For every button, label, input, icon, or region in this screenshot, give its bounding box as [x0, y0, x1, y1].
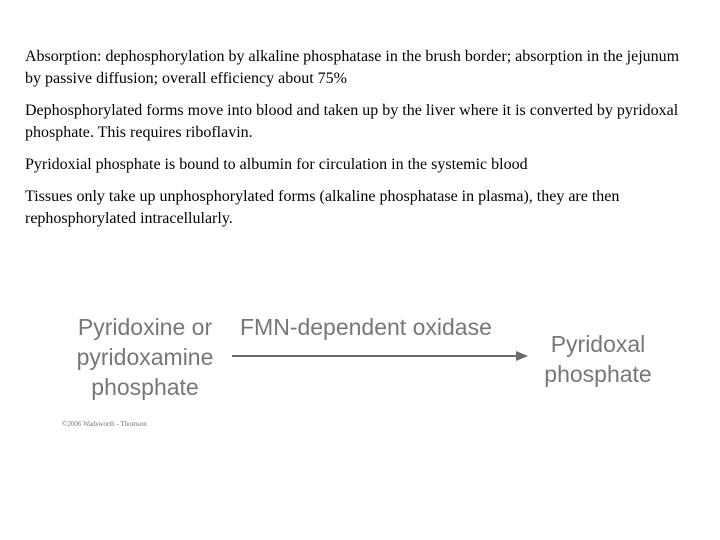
enzyme-label: FMN-dependent oxidase — [240, 314, 492, 340]
liver-conversion-paragraph: Dephosphorylated forms move into blood and taken up by the liver where it is converted by pyridoxal phosphate. This requires riboflavin. — [25, 102, 679, 141]
product-line: phosphate — [544, 361, 652, 387]
arrow-head — [516, 351, 528, 361]
product-label — [528, 329, 668, 389]
slide-text — [25, 46, 695, 240]
substrate-line: phosphate — [91, 374, 199, 400]
substrate-line: pyridoxamine — [76, 344, 214, 370]
reaction-arrow — [230, 349, 530, 363]
product-line: Pyridoxal — [550, 331, 646, 357]
tissue-uptake-paragraph: Tissues only take up unphosphorylated forms (alkaline phosphatase in plasma), they are then rephosphorylated intracellularly. — [25, 188, 620, 227]
substrate-line: Pyridoxine or — [77, 314, 213, 340]
reaction-diagram — [60, 312, 680, 432]
substrate-label — [60, 312, 230, 402]
copyright-credit: ©2006 Wadsworth - Thomson — [62, 420, 147, 428]
absorption-paragraph: Absorption: dephosphorylation by alkaline phosphatase in the brush border; absorption in the jejunum by passive diffusion; overall efficiency about 75% — [25, 48, 680, 87]
albumin-binding-paragraph: Pyridoxial phosphate is bound to albumin for circulation in the systemic blood — [25, 156, 528, 173]
